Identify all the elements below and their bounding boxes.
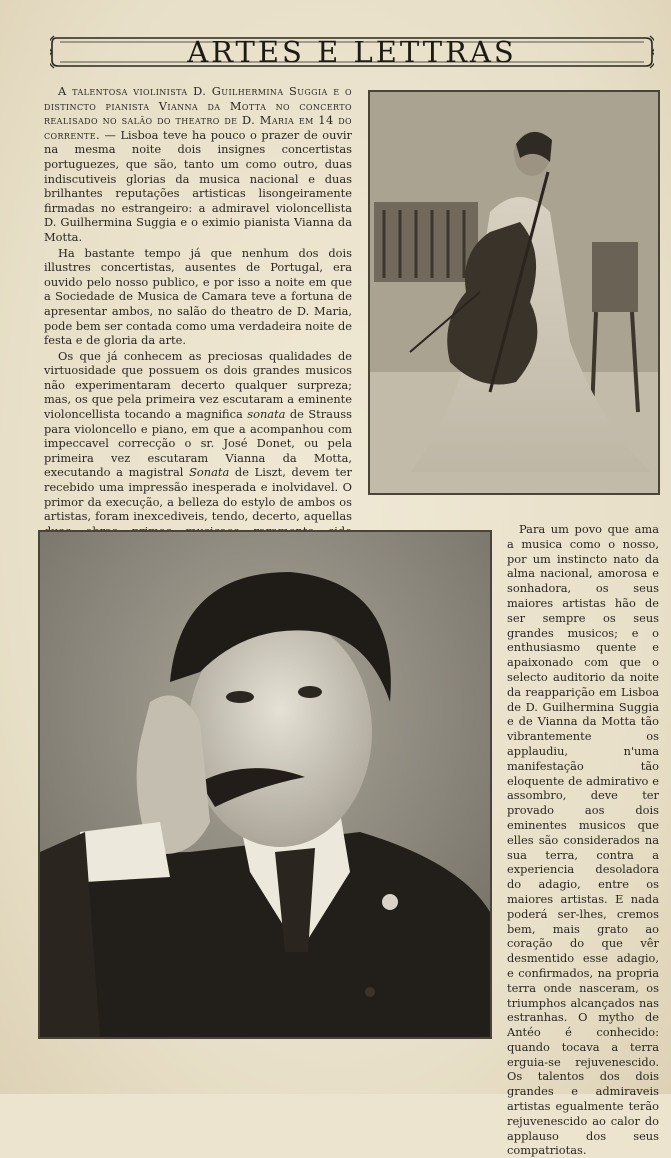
article-paragraph-1 [44,84,352,245]
article-column-side [507,522,659,1158]
article-paragraph-3-a: Os que já conhecem as preciosas qualidades de virtuosidade que possuem os dois grandes musicos não experimentaram decerto qualquer surpreza; mas, os que pela primeira vez escutaram a eminente violoncellista tocando a magnifica [44,348,352,422]
section-header-banner [50,30,654,74]
article-lead: A talentosa violinista D. Guilhermina Suggia e o distincto pianista Vianna da Motta no concerto realisado no salão do theatro de D. Maria em 14 do corrente. [44,84,352,142]
sonata-title-strauss: sonata [247,407,286,422]
section-title: ARTES E LETTRAS [187,35,517,69]
photo-pianist [38,530,492,1039]
article-column-main [44,84,352,569]
sonata-title-liszt: Sonata [189,465,230,480]
article-paragraph-1-text: — Lisboa teve ha pouco o prazer de ouvir na mesma noite dois insignes concertistas portuguezes, que são, tanto um como outro, duas indiscutiveis glorias da musica nacional e duas brilhantes reputações artisticas lisongeiramente firmadas no estrangeiro: a admiravel violoncellista D. Guilhermina Suggia e o eximio pianista Vianna da Motta. [44,127,352,244]
photo-cellist [368,90,660,495]
article-paragraph-2: Ha bastante tempo já que nenhum dos dois illustres concertistas, ausentes de Portugal, era ouvido pelo nosso publico, e por isso a noite em que a Sociedade de Musica de Camara teve a fortuna de apresentar ambos, no salão do theatro de D. Maria, pode bem ser contada como uma verdadeira noite de festa e de gloria da arte. [44,245,352,348]
article-paragraph-3-c: de Liszt, devem ter recebido uma impressão inesperada e inolvidavel. O primor da execução, a belleza do estylo de ambos os artistas, foram inexcediveis, tendo, decerto, aquellas [44,465,352,524]
article-side-paragraph: Para um povo que ama a musica como o nosso, por um instincto nato da alma nacional, amorosa e sonhadora, os seus maiores artistas hão de ser sempre os seus grandes musicos; e o enthusiasmo quente e apaixonado com que o selecto auditorio da noite da reapparição em Lisboa de D. Guilhermina Suggia e de Vianna da Motta tão vibrantemente os applaudiu, n'uma manifestação tão eloquente de admirativo e assombro, deve ter provado aos dois eminentes musicos que elles são considerados na sua terra, contra a experiencia desoladora do adagio, entre os maiores artistas. E nada poderá ser-lhes, cremos bem, mais grato ao coração do que vêr desmentido esse adagio, e confirmados, na propria terra onde nasceram, os triumphos alcançados nas estranhas. O mytho de Antéo é conhecido: quando tocava a terra erguia-se rejuvenescido. Os talentos dos dois grandes e admiraveis artistas egualmente terão rejuvenescido ao calor do applauso dos seus compatriotas. [507,522,659,1158]
article-paragraph-3-b: de Strauss para violoncello e piano, em que a acompanhou com impeccavel correcção o sr. José Donet, ou pela primeira vez escutaram Vianna da Motta, executando a magistral [44,407,352,480]
